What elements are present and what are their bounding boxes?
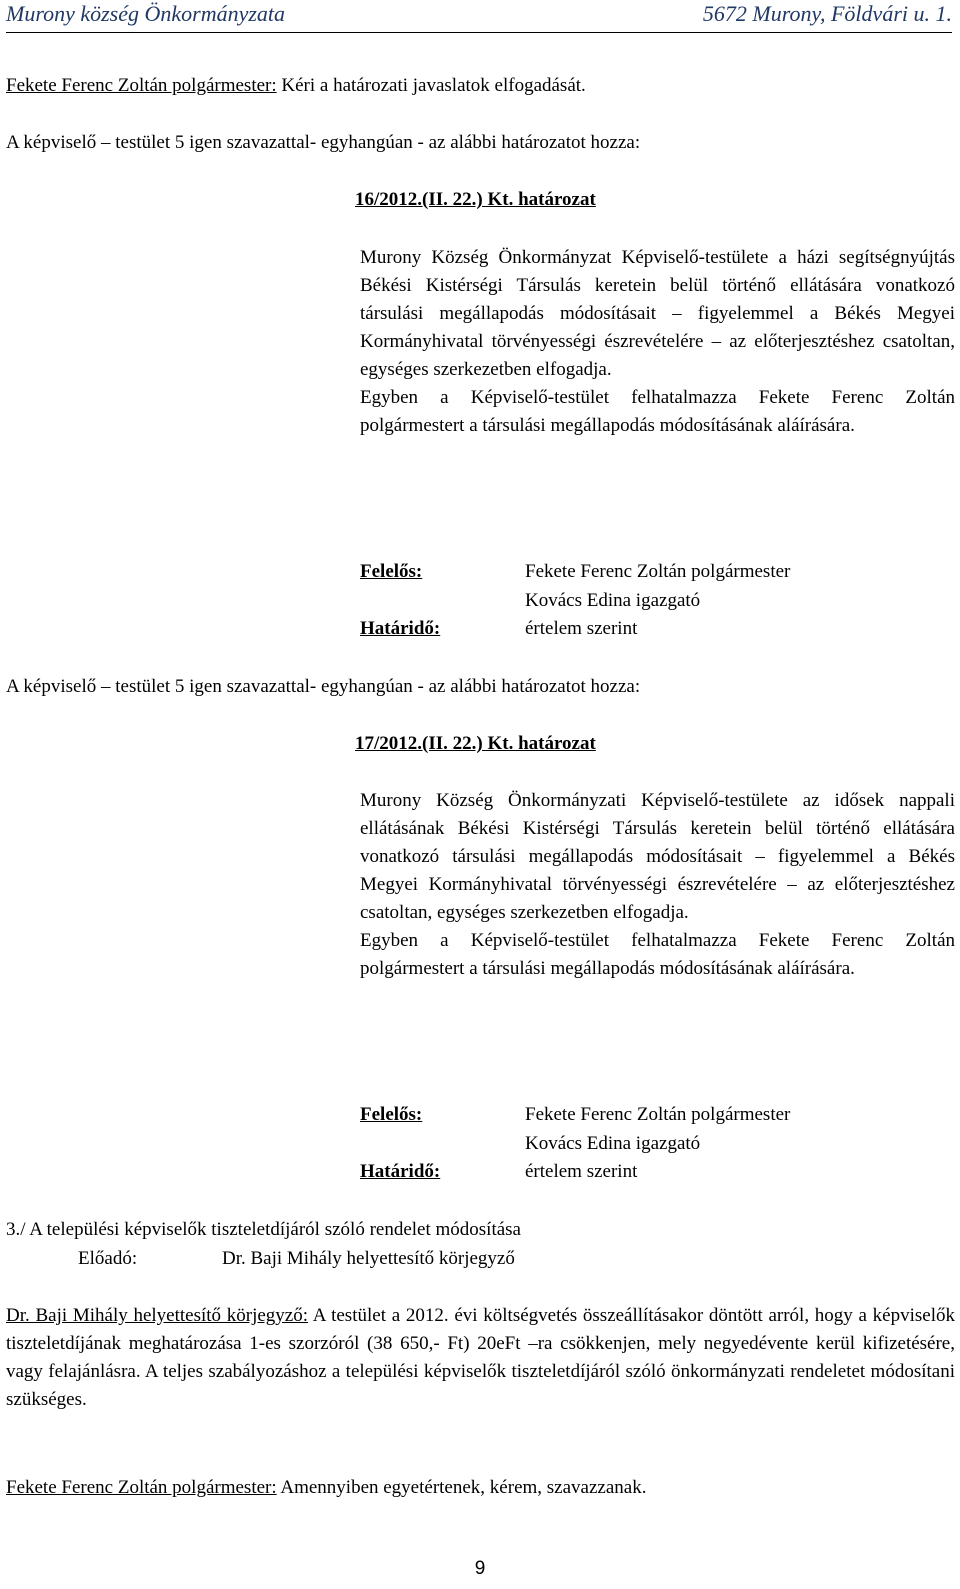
resolution-17-felelos-2: Kovács Edina igazgató	[525, 1133, 701, 1154]
resolution-17-text2: Egyben a Képviselő-testület felhatalmazza Fekete Ferenc Zoltán polgármestert a társulási megállapodás módosításának aláírására.	[360, 930, 955, 979]
vote-line-1: A képviselő – testület 5 igen szavazattal- egyhangúan - az alábbi határozatot hozza:	[6, 132, 641, 153]
resolution-16-hatarido: értelem szerint	[525, 618, 638, 639]
report-paragraph	[6, 1302, 955, 1414]
resolution-16-text: Murony Község Önkormányzat Képviselő-testülete a házi segítségnyújtás Békési Kistérségi Társulás keretein belül történő ellátására vonatkozó társulási megállapodás módosításait – figyelemmel a Békés Megyei Kormányhivatal törvényességi észrevételére – az előterjesztéshez csatoltan, egységes szerkezetben elfogadja.	[360, 247, 955, 380]
intro-text: Kéri a határozati javaslatok elfogadását.	[276, 75, 586, 96]
header-address: 5672 Murony, Földvári u. 1.	[702, 1, 952, 26]
resolution-16-body	[360, 244, 955, 440]
agenda-title: 3./ A települési képviselők tiszteletdíjáról szóló rendelet módosítása	[6, 1219, 521, 1240]
agenda-presenter-label: Előadó:	[78, 1248, 138, 1269]
resolution-16-hatarido-label: Határidő:	[360, 618, 441, 639]
page-header	[6, 0, 952, 33]
resolution-17-felelos-label: Felelős:	[360, 1104, 423, 1125]
report-text: A testület a 2012. évi költségvetés összeállításakor döntött arról, hogy a képviselők tiszteletdíjának meghatározása 1-es szorzóról (38 650,- Ft) 20eFt –ra csökkenjen, mely negyedévente kerül kifizetésére, vagy felajánlásra. A teljes szabályozáshoz a települési képviselők tiszteletdíjáról szóló önkormányzati rendeletet módosítani szükséges.	[6, 1305, 956, 1410]
resolution-17-hatarido: értelem szerint	[525, 1161, 638, 1182]
resolution-16-felelos-label: Felelős:	[360, 561, 423, 582]
agenda-presenter: Dr. Baji Mihály helyettesítő körjegyző	[222, 1248, 515, 1269]
resolution-16-number: 16/2012.(II. 22.) Kt. határozat	[355, 189, 596, 210]
resolution-16-felelos-2: Kovács Edina igazgató	[525, 590, 701, 611]
resolution-16-text2: Egyben a Képviselő-testület felhatalmazza Fekete Ferenc Zoltán polgármestert a társulási megállapodás módosításának aláírására.	[360, 387, 955, 436]
resolution-16-felelos-1: Fekete Ferenc Zoltán polgármester	[525, 561, 791, 582]
resolution-17-body	[360, 787, 955, 983]
closing-speaker: Fekete Ferenc Zoltán polgármester:	[6, 1477, 277, 1498]
vote-line-2: A képviselő – testület 5 igen szavazattal- egyhangúan - az alábbi határozatot hozza:	[6, 676, 641, 697]
closing-statement	[6, 1474, 646, 1502]
report-speaker: Dr. Baji Mihály helyettesítő körjegyző:	[6, 1305, 309, 1326]
resolution-17-hatarido-label: Határidő:	[360, 1161, 441, 1182]
header-municipality: Murony község Önkormányzata	[6, 1, 286, 26]
page-number: 9	[474, 1558, 486, 1579]
resolution-17-text: Murony Község Önkormányzati Képviselő-testülete az idősek nappali ellátásának Békési Kistérségi Társulás keretein belül történő ellátására vonatkozó társulási megállapodás módosításait – figyelemmel a Békés Megyei Kormányhivatal törvényességi észrevételére – az előterjesztéshez csatoltan, egységes szerkezetben elfogadja.	[360, 790, 955, 923]
resolution-17-felelos-1: Fekete Ferenc Zoltán polgármester	[525, 1104, 791, 1125]
closing-text: Amennyiben egyetértenek, kérem, szavazzanak.	[276, 1477, 647, 1498]
intro-statement	[6, 72, 586, 100]
intro-speaker: Fekete Ferenc Zoltán polgármester:	[6, 75, 277, 96]
resolution-17-number: 17/2012.(II. 22.) Kt. határozat	[355, 733, 596, 754]
